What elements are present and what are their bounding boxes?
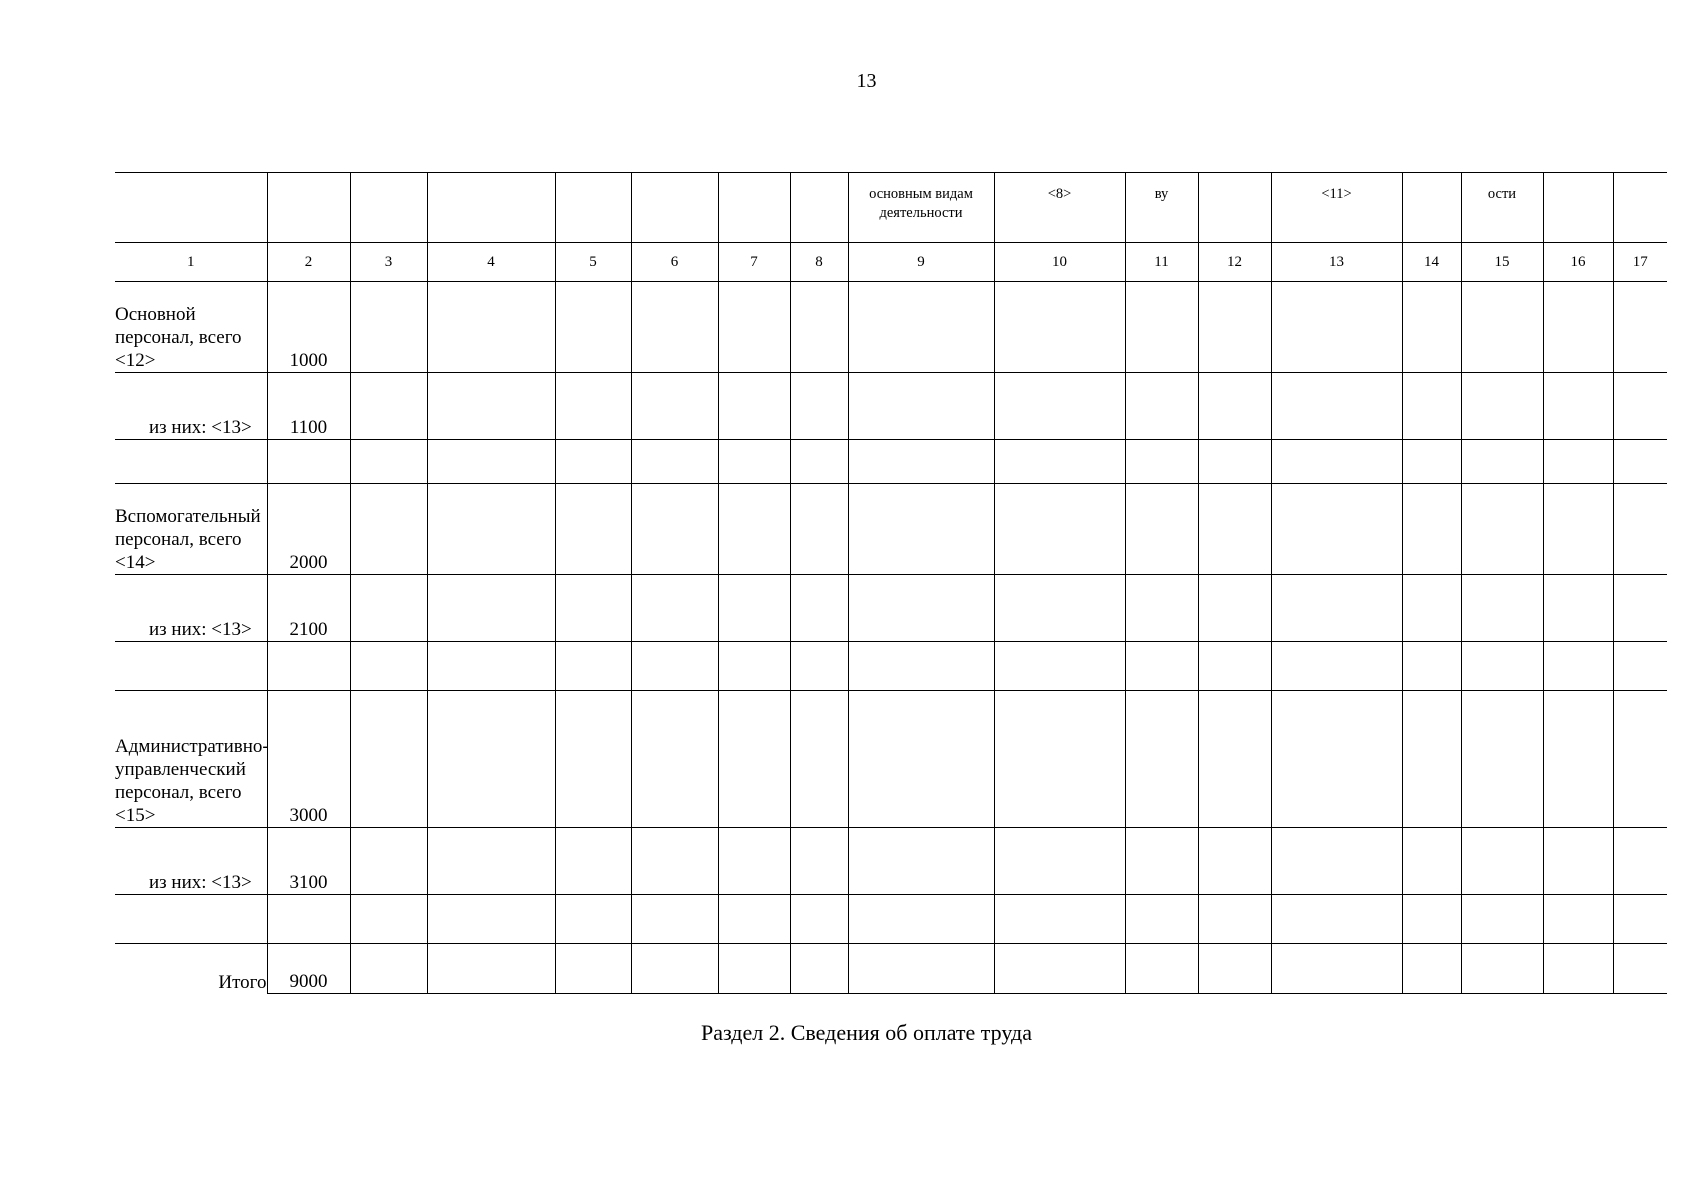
empty-cell [1125, 691, 1198, 828]
empty-cell [718, 282, 790, 373]
column-number-cell: 1 [115, 243, 267, 282]
empty-cell [1402, 440, 1461, 484]
empty-cell [1613, 575, 1667, 642]
empty-cell [1402, 828, 1461, 895]
total-code: 9000 [267, 944, 350, 994]
empty-cell [1198, 691, 1271, 828]
header-cell [427, 173, 555, 243]
empty-cell [350, 828, 427, 895]
empty-cell [1461, 944, 1543, 994]
empty-cell [1461, 575, 1543, 642]
empty-cell [1402, 691, 1461, 828]
empty-cell [1271, 440, 1402, 484]
empty-cell [718, 828, 790, 895]
empty-cell [1271, 484, 1402, 575]
table-row [115, 575, 1667, 642]
empty-cell [427, 484, 555, 575]
empty-cell [1402, 282, 1461, 373]
empty-cell [718, 373, 790, 440]
empty-cell [1613, 642, 1667, 691]
column-number-cell: 3 [350, 243, 427, 282]
empty-cell [1198, 642, 1271, 691]
empty-cell [1613, 440, 1667, 484]
empty-cell [848, 895, 994, 944]
empty-cell [631, 484, 718, 575]
row-code: 2000 [267, 484, 350, 575]
empty-cell [790, 282, 848, 373]
table-row [115, 691, 1667, 828]
empty-cell [631, 373, 718, 440]
row-label: Административно-управленческий персонал, всего <15> [115, 691, 267, 828]
row-code [267, 895, 350, 944]
empty-cell [631, 440, 718, 484]
empty-cell [790, 895, 848, 944]
empty-cell [848, 944, 994, 994]
empty-cell [1271, 373, 1402, 440]
empty-cell [555, 575, 631, 642]
header-cell: ости [1461, 173, 1543, 243]
empty-cell [1461, 440, 1543, 484]
empty-cell [790, 373, 848, 440]
empty-cell [1125, 944, 1198, 994]
empty-cell [790, 828, 848, 895]
empty-cell [350, 282, 427, 373]
row-label: Вспомогательный персонал, всего <14> [115, 484, 267, 575]
empty-cell [994, 944, 1125, 994]
empty-cell [1271, 895, 1402, 944]
empty-cell [1125, 282, 1198, 373]
empty-cell [631, 944, 718, 994]
empty-cell [1402, 373, 1461, 440]
empty-cell [1125, 828, 1198, 895]
empty-cell [631, 828, 718, 895]
table-row [115, 373, 1667, 440]
empty-cell [1198, 828, 1271, 895]
column-number-cell: 16 [1543, 243, 1613, 282]
empty-cell [848, 575, 994, 642]
column-number-cell: 5 [555, 243, 631, 282]
column-number-cell: 17 [1613, 243, 1667, 282]
column-number-cell: 14 [1402, 243, 1461, 282]
empty-cell [1402, 944, 1461, 994]
header-cell: <8> [994, 173, 1125, 243]
empty-cell [350, 373, 427, 440]
empty-cell [718, 642, 790, 691]
row-code: 2100 [267, 575, 350, 642]
empty-cell [1613, 373, 1667, 440]
row-label: из них: <13> [115, 575, 267, 642]
empty-cell [631, 575, 718, 642]
header-cell [115, 173, 267, 243]
empty-cell [1543, 440, 1613, 484]
header-cell [718, 173, 790, 243]
column-number-cell: 10 [994, 243, 1125, 282]
empty-cell [1613, 895, 1667, 944]
empty-cell [718, 691, 790, 828]
header-cell [555, 173, 631, 243]
header-cell [631, 173, 718, 243]
empty-cell [848, 373, 994, 440]
empty-cell [994, 282, 1125, 373]
empty-cell [555, 691, 631, 828]
table-row [115, 642, 1667, 691]
empty-cell [1271, 282, 1402, 373]
column-number-cell: 11 [1125, 243, 1198, 282]
empty-cell [1543, 373, 1613, 440]
empty-cell [1543, 691, 1613, 828]
row-code: 3100 [267, 828, 350, 895]
table-row [115, 828, 1667, 895]
empty-cell [718, 484, 790, 575]
header-cell: основным видам деятельности [848, 173, 994, 243]
page-number: 13 [856, 70, 877, 92]
empty-cell [718, 575, 790, 642]
empty-cell [1613, 691, 1667, 828]
empty-cell [555, 642, 631, 691]
empty-cell [790, 440, 848, 484]
table-row [115, 440, 1667, 484]
empty-cell [1198, 373, 1271, 440]
row-label: из них: <13> [115, 828, 267, 895]
empty-cell [994, 828, 1125, 895]
column-number-cell: 9 [848, 243, 994, 282]
row-label: из них: <13> [115, 373, 267, 440]
empty-cell [350, 944, 427, 994]
empty-cell [1402, 895, 1461, 944]
empty-cell [555, 484, 631, 575]
empty-cell [1543, 944, 1613, 994]
empty-cell [848, 642, 994, 691]
empty-cell [427, 440, 555, 484]
empty-cell [1613, 484, 1667, 575]
empty-cell [1543, 282, 1613, 373]
empty-cell [1125, 373, 1198, 440]
header-cell: <11> [1271, 173, 1402, 243]
empty-cell [848, 828, 994, 895]
empty-cell [555, 895, 631, 944]
empty-cell [1198, 895, 1271, 944]
empty-cell [1125, 895, 1198, 944]
column-number-cell: 7 [718, 243, 790, 282]
empty-cell [1402, 642, 1461, 691]
empty-cell [1125, 484, 1198, 575]
row-label [115, 642, 267, 691]
empty-cell [1461, 828, 1543, 895]
empty-cell [350, 642, 427, 691]
header-cell: ву [1125, 173, 1198, 243]
empty-cell [848, 691, 994, 828]
empty-cell [427, 895, 555, 944]
empty-cell [994, 642, 1125, 691]
row-code [267, 642, 350, 691]
empty-cell [631, 282, 718, 373]
row-label [115, 440, 267, 484]
empty-cell [1125, 575, 1198, 642]
column-number-cell: 6 [631, 243, 718, 282]
empty-cell [1461, 484, 1543, 575]
table-row [115, 895, 1667, 944]
empty-cell [1125, 440, 1198, 484]
empty-cell [1198, 575, 1271, 642]
empty-cell [1613, 944, 1667, 994]
empty-cell [631, 691, 718, 828]
column-number-cell: 8 [790, 243, 848, 282]
header-row [115, 173, 1667, 243]
header-cell [1543, 173, 1613, 243]
table-row [115, 282, 1667, 373]
empty-cell [350, 895, 427, 944]
empty-cell [1271, 828, 1402, 895]
empty-cell [427, 944, 555, 994]
section-title: Раздел 2. Сведения об оплате труда [701, 1020, 1032, 1045]
row-code [267, 440, 350, 484]
empty-cell [350, 691, 427, 828]
staff-table [115, 172, 1667, 994]
empty-cell [994, 575, 1125, 642]
empty-cell [631, 895, 718, 944]
empty-cell [1198, 484, 1271, 575]
header-cell [790, 173, 848, 243]
empty-cell [790, 575, 848, 642]
empty-cell [994, 895, 1125, 944]
row-code: 1100 [267, 373, 350, 440]
empty-cell [994, 691, 1125, 828]
empty-cell [1543, 642, 1613, 691]
empty-cell [994, 484, 1125, 575]
empty-cell [848, 282, 994, 373]
empty-cell [848, 440, 994, 484]
empty-cell [1461, 691, 1543, 828]
empty-cell [1543, 895, 1613, 944]
empty-cell [555, 828, 631, 895]
row-label: Основной персонал, всего <12> [115, 282, 267, 373]
total-label: Итого [115, 944, 267, 994]
empty-cell [427, 575, 555, 642]
empty-cell [1543, 828, 1613, 895]
empty-cell [631, 642, 718, 691]
column-number-cell: 4 [427, 243, 555, 282]
column-number-cell: 2 [267, 243, 350, 282]
empty-cell [718, 440, 790, 484]
empty-cell [790, 691, 848, 828]
empty-cell [790, 484, 848, 575]
empty-cell [718, 895, 790, 944]
header-cell [267, 173, 350, 243]
empty-cell [1271, 575, 1402, 642]
empty-cell [994, 440, 1125, 484]
empty-cell [1461, 642, 1543, 691]
row-code: 1000 [267, 282, 350, 373]
empty-cell [1402, 575, 1461, 642]
column-number-row [115, 243, 1667, 282]
empty-cell [1271, 944, 1402, 994]
empty-cell [427, 642, 555, 691]
empty-cell [1461, 373, 1543, 440]
empty-cell [1543, 575, 1613, 642]
empty-cell [1125, 642, 1198, 691]
empty-cell [1198, 944, 1271, 994]
header-cell [1198, 173, 1271, 243]
empty-cell [1198, 440, 1271, 484]
empty-cell [790, 944, 848, 994]
empty-cell [790, 642, 848, 691]
header-cell [1613, 173, 1667, 243]
empty-cell [555, 282, 631, 373]
empty-cell [1543, 484, 1613, 575]
empty-cell [555, 373, 631, 440]
total-row [115, 944, 1667, 994]
column-number-cell: 15 [1461, 243, 1543, 282]
column-number-cell: 13 [1271, 243, 1402, 282]
empty-cell [555, 440, 631, 484]
empty-cell [718, 944, 790, 994]
table-row [115, 484, 1667, 575]
empty-cell [427, 282, 555, 373]
header-cell [1402, 173, 1461, 243]
staff-table-grid [115, 172, 1667, 994]
empty-cell [555, 944, 631, 994]
empty-cell [848, 484, 994, 575]
empty-cell [350, 484, 427, 575]
empty-cell [1613, 282, 1667, 373]
header-cell [350, 173, 427, 243]
empty-cell [1461, 895, 1543, 944]
row-label [115, 895, 267, 944]
column-number-cell: 12 [1198, 243, 1271, 282]
empty-cell [1271, 642, 1402, 691]
empty-cell [350, 440, 427, 484]
empty-cell [994, 373, 1125, 440]
empty-cell [427, 828, 555, 895]
empty-cell [1198, 282, 1271, 373]
empty-cell [350, 575, 427, 642]
empty-cell [1613, 828, 1667, 895]
empty-cell [427, 373, 555, 440]
row-code: 3000 [267, 691, 350, 828]
empty-cell [427, 691, 555, 828]
empty-cell [1461, 282, 1543, 373]
empty-cell [1402, 484, 1461, 575]
empty-cell [1271, 691, 1402, 828]
